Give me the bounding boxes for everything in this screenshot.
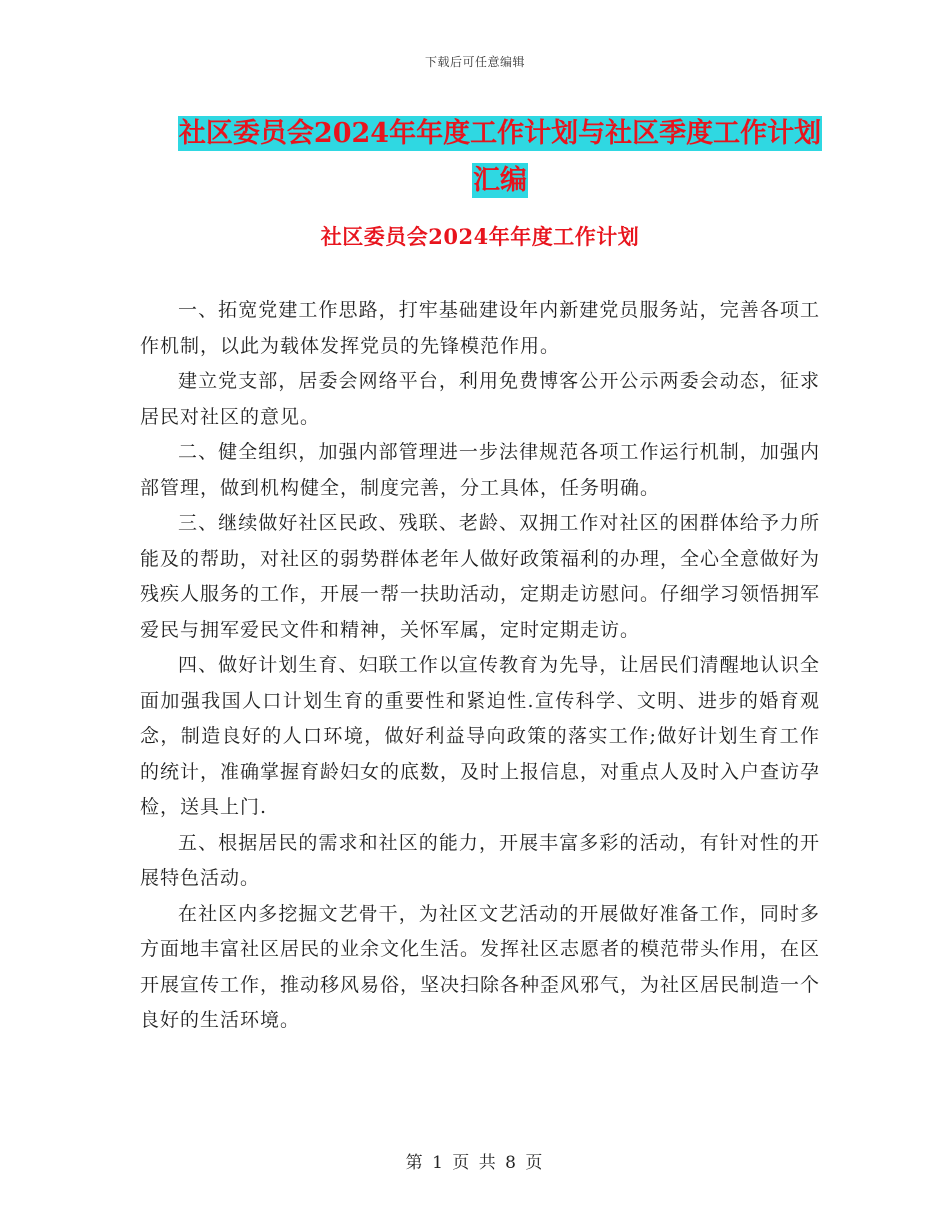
paragraph-4: 三、继续做好社区民政、残联、老龄、双拥工作对社区的困群体给予力所能及的帮助，对社区的弱势群体老年人做好政策福利的办理，全心全意做好为残疾人服务的工作，开展一帮一扶助活动，定期走访慰问。仔细学习领悟拥军爱民与拥军爱民文件和精神，关怀军属，定时定期走访。 [140,512,821,641]
paragraph-6: 五、根据居民的需求和社区的能力，开展丰富多彩的活动，有针对性的开展特色活动。 [140,831,820,889]
document-title [140,110,860,204]
paragraph-3: 二、健全组织，加强内部管理进一步法律规范各项工作运行机制，加强内部管理，做到机构健全，制度完善，分工具体，任务明确。 [140,441,820,499]
section-title: 社区委员会2024年年度工作计划 [320,224,640,249]
page-number: 第 1 页 共 8 页 [405,1153,545,1173]
paragraph-1: 一、拓宽党建工作思路，打牢基础建设年内新建党员服务站，完善各项工作机制，以此为载体发挥党员的先锋模范作用。 [140,299,820,357]
header-note: 下载后可任意编辑 [424,55,525,69]
body-text [140,293,820,1039]
paragraph-2: 建立党支部，居委会网络平台，利用免费博客公开公示两委会动态，征求居民对社区的意见。 [140,370,820,428]
document-title-line-2: 汇编 [473,165,527,196]
paragraph-7: 在社区内多挖掘文艺骨干，为社区文艺活动的开展做好准备工作，同时多方面地丰富社区居民的业余文化生活。发挥社区志愿者的模范带头作用，在区开展宣传工作，推动移风易俗，坚决扫除各种歪风邪气，为社区居民制造一个良好的生活环境。 [140,902,821,1031]
paragraph-5: 四、做好计划生育、妇联工作以宣传教育为先导，让居民们清醒地认识全面加强我国人口计划生育的重要性和紧迫性.宣传科学、文明、进步的婚育观念，制造良好的人口环境，做好利益导向政策的落实工作;做好计划生育工作的统计，准确掌握育龄妇女的底数，及时上报信息，对重点人及时入户查访孕检，送具上门. [140,654,821,818]
document-title-line-1: 社区委员会2024年年度工作计划与社区季度工作计划 [178,118,822,149]
